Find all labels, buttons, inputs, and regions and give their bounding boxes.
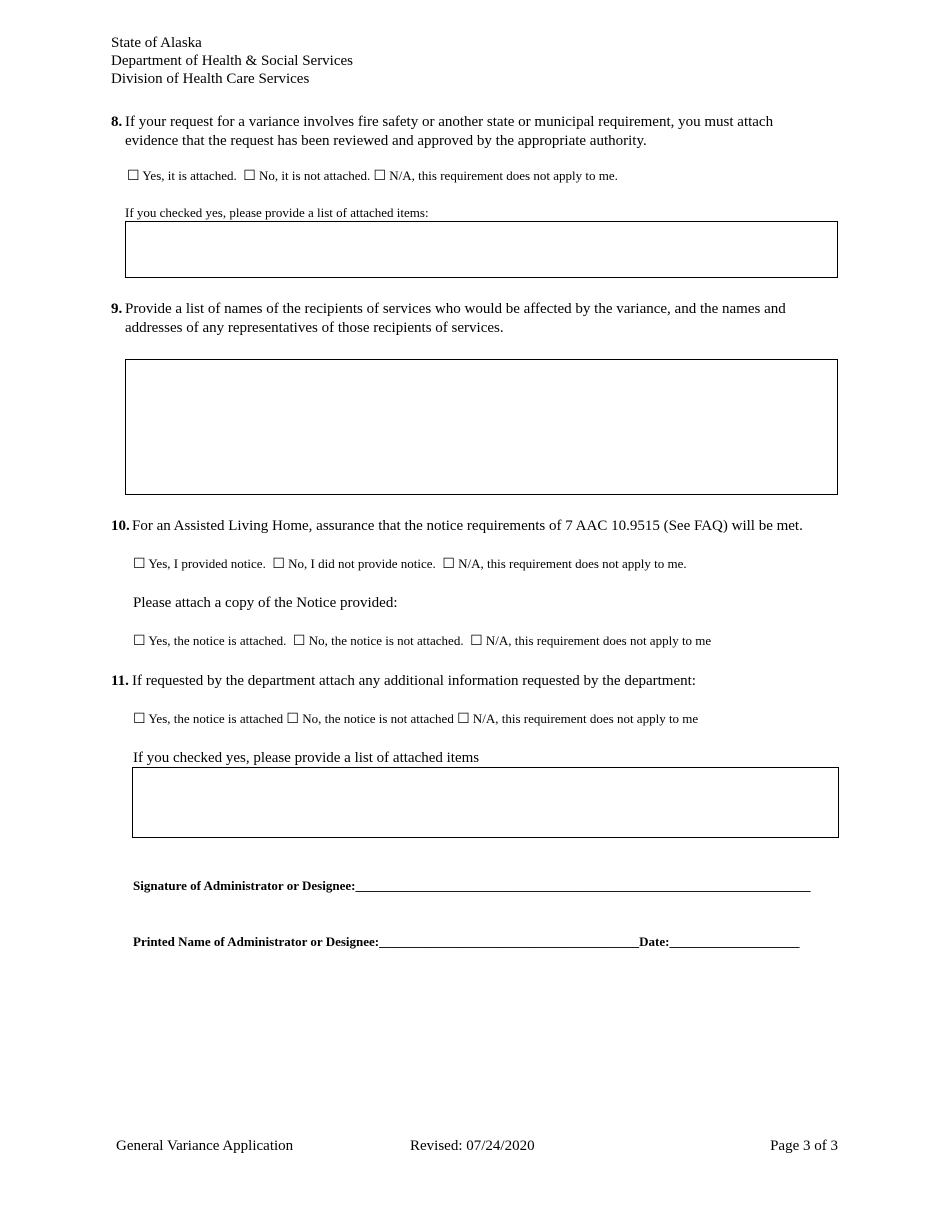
q11-text: If requested by the department attach any additional information requested by the department: (132, 673, 696, 689)
q10-no-label: No, I did not provide notice. (288, 556, 436, 571)
q8-no-checkbox[interactable]: ☐ (243, 169, 256, 184)
date-label: Date: (639, 934, 670, 949)
q10-notice-yes-checkbox[interactable]: ☐ (133, 634, 146, 649)
printed-name-label: Printed Name of Administrator or Designee: (133, 934, 380, 949)
q11-list-label: If you checked yes, please provide a list of attached items (133, 750, 480, 766)
q8-no-label: No, it is not attached. (259, 168, 371, 183)
q10-na-checkbox[interactable]: ☐ (442, 557, 455, 572)
q8-yes-label: Yes, it is attached. (142, 168, 237, 183)
q10-notice-no-checkbox[interactable]: ☐ (292, 634, 306, 649)
q8-na-checkbox[interactable]: ☐ (373, 169, 387, 184)
q9-number: 9. (111, 301, 123, 317)
signature-row (133, 878, 810, 894)
q8-number: 8. (111, 114, 123, 130)
q10-notice-no-label: No, the notice is not attached. (308, 633, 464, 648)
printed-name-line[interactable]: ________________________________________ (379, 934, 640, 949)
q11-options (133, 711, 698, 728)
q9-text-line2: addresses of any representatives of those recipients of services. (125, 320, 504, 336)
q11-no-checkbox[interactable]: ☐ (286, 712, 299, 727)
q8-text-line2: evidence that the request has been reviewed and approved by the appropriate authority. (125, 133, 647, 149)
q10-text: For an Assisted Living Home, assurance that the notice requirements of 7 AAC 10.9515 (See FAQ) will be met. (132, 518, 803, 534)
q8-text (125, 113, 845, 151)
q11-no-label: No, the notice is not attached (302, 711, 454, 726)
printed-name-row (133, 934, 799, 950)
q8-attached-items-box[interactable] (125, 221, 838, 278)
header-state: State of Alaska (111, 35, 202, 51)
q10-notice-options (133, 633, 711, 650)
q11-yes-checkbox[interactable]: ☐ (133, 712, 146, 727)
q8-text-line1: If your request for a variance involves fire safety or another state or municipal requirement, you must attach (125, 114, 774, 130)
q10-yes-label: Yes, I provided notice. (148, 556, 266, 571)
q11-attached-items-box[interactable] (132, 767, 839, 838)
q10-na-label: N/A, this requirement does not apply to me. (458, 556, 687, 571)
q11-yes-label: Yes, the notice is attached (148, 711, 284, 726)
footer-revised: Revised: 07/24/2020 (410, 1138, 535, 1154)
q8-na-label: N/A, this requirement does not apply to me. (389, 168, 618, 183)
q11-na-checkbox[interactable]: ☐ (457, 712, 470, 727)
q10-number: 10. (111, 518, 130, 534)
q10-notice-na-checkbox[interactable]: ☐ (470, 634, 483, 649)
agency-header (111, 34, 353, 88)
q10-no-checkbox[interactable]: ☐ (272, 557, 285, 572)
q8-options (127, 168, 618, 185)
q10-attach-label: Please attach a copy of the Notice provided: (133, 595, 398, 611)
footer-page-number: Page 3 of 3 (770, 1138, 838, 1154)
q9-text-line1: Provide a list of names of the recipients of services who would be affected by the variance, and the names and (125, 301, 786, 317)
q10-notice-yes-label: Yes, the notice is attached. (148, 633, 287, 648)
q10-notice-na-label: N/A, this requirement does not apply to me (485, 633, 712, 648)
header-division: Division of Health Care Services (111, 71, 310, 87)
q11-na-label: N/A, this requirement does not apply to me (472, 711, 699, 726)
signature-line[interactable]: ______________________________________________________________________ (355, 878, 811, 893)
q9-text (125, 300, 845, 338)
date-line[interactable]: ____________________ (669, 934, 800, 949)
footer-title: General Variance Application (116, 1138, 294, 1154)
q9-recipients-box[interactable] (125, 359, 838, 495)
signature-label: Signature of Administrator or Designee: (133, 878, 356, 893)
q11-number: 11. (111, 673, 129, 689)
q10-options (133, 556, 687, 573)
q8-yes-checkbox[interactable]: ☐ (127, 169, 140, 184)
q8-list-label: If you checked yes, please provide a list of attached items: (125, 205, 429, 220)
header-department: Department of Health & Social Services (111, 53, 354, 69)
q10-yes-checkbox[interactable]: ☐ (133, 557, 146, 572)
